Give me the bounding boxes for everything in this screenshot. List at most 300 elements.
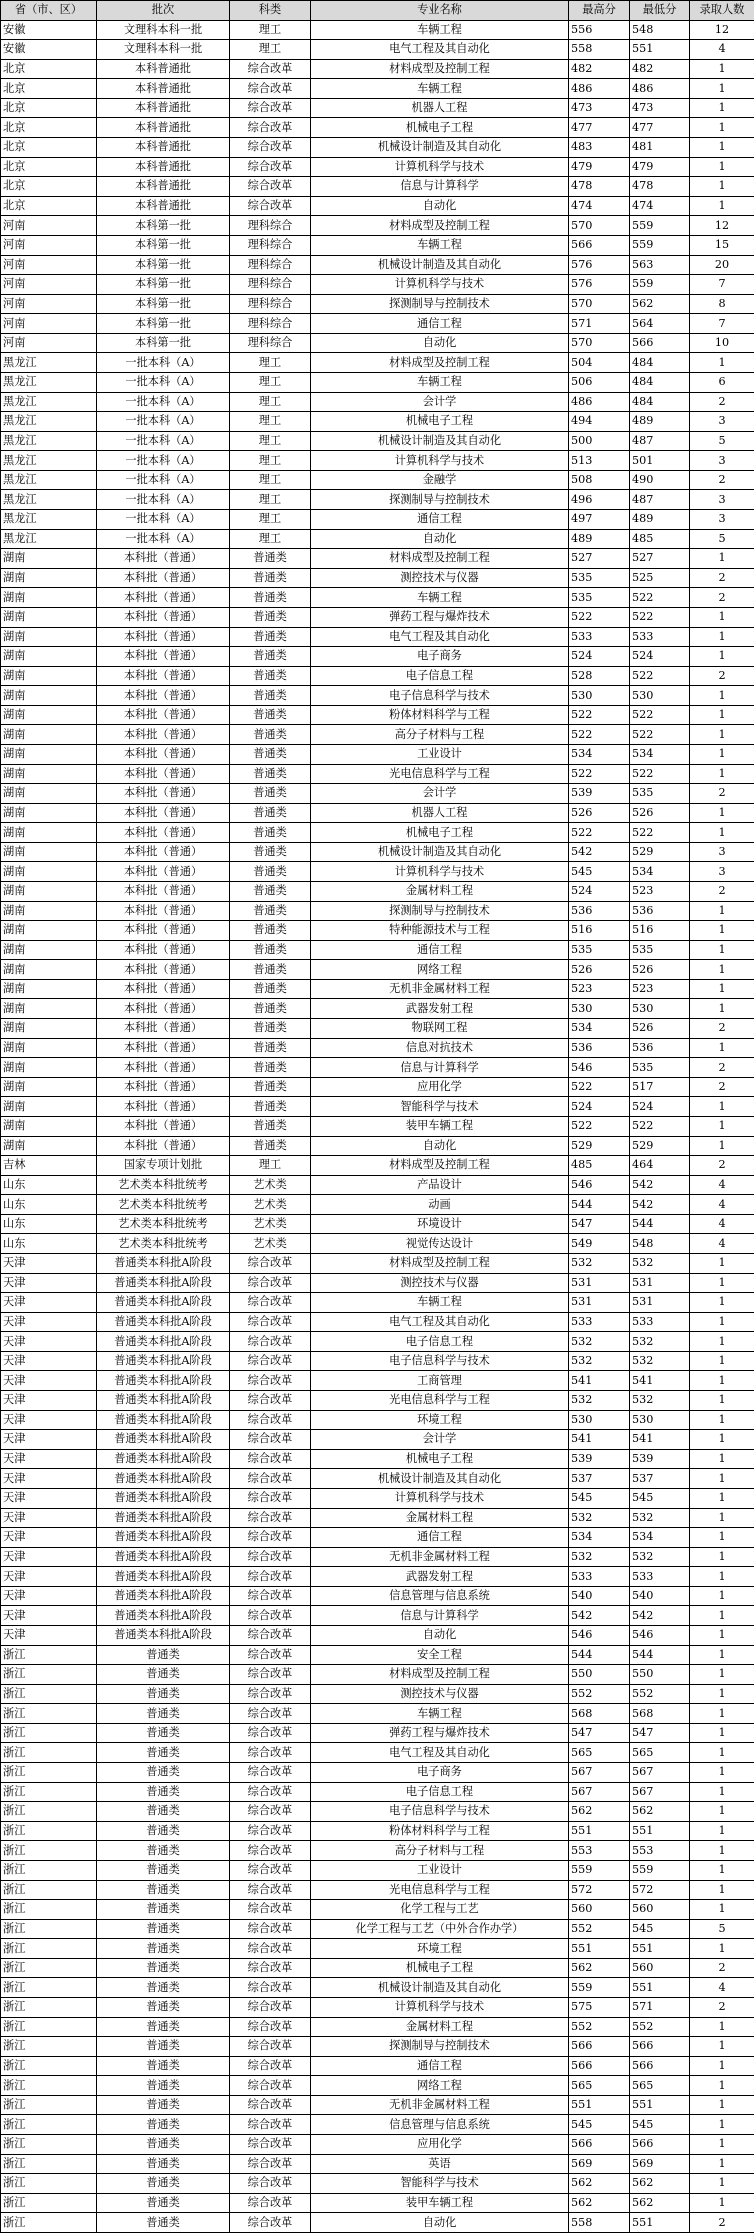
table-row	[1, 2095, 754, 2115]
cell-min-score: 516	[630, 921, 690, 941]
cell-category: 综合改革	[230, 1919, 311, 1939]
cell-admitted-count: 1	[690, 1665, 754, 1685]
cell-batch: 普通类本科批A阶段	[97, 1430, 230, 1450]
cell-province: 天津	[1, 1312, 97, 1332]
cell-category: 普通类	[230, 901, 311, 921]
cell-admitted-count: 3	[690, 451, 754, 471]
cell-max-score: 532	[569, 1351, 630, 1371]
cell-major: 信息与计算科学	[311, 1058, 569, 1078]
cell-admitted-count: 4	[690, 1195, 754, 1215]
cell-major: 车辆工程	[311, 79, 569, 99]
cell-major: 电气工程及其自动化	[311, 1312, 569, 1332]
table-row	[1, 1293, 754, 1313]
cell-province: 湖南	[1, 1077, 97, 1097]
cell-admitted-count: 1	[690, 705, 754, 725]
table-row	[1, 118, 754, 138]
cell-category: 综合改革	[230, 1802, 311, 1822]
cell-batch: 国家专项计划批	[97, 1156, 230, 1176]
cell-major: 测控技术与仪器	[311, 1273, 569, 1293]
cell-max-score: 542	[569, 1606, 630, 1626]
cell-min-score: 551	[630, 1821, 690, 1841]
cell-batch: 普通类本科批A阶段	[97, 1528, 230, 1548]
cell-category: 综合改革	[230, 1273, 311, 1293]
cell-batch: 本科第一批	[97, 333, 230, 353]
cell-province: 黑龙江	[1, 490, 97, 510]
cell-min-score: 539	[630, 1449, 690, 1469]
cell-batch: 本科批（普通）	[97, 1077, 230, 1097]
cell-major: 光电信息科学与工程	[311, 1880, 569, 1900]
cell-admitted-count: 1	[690, 1547, 754, 1567]
cell-min-score: 532	[630, 1391, 690, 1411]
cell-max-score: 542	[569, 842, 630, 862]
cell-min-score: 567	[630, 1763, 690, 1783]
cell-category: 综合改革	[230, 1254, 311, 1274]
cell-category: 普通类	[230, 999, 311, 1019]
cell-category: 普通类	[230, 1097, 311, 1117]
cell-batch: 一批本科（A）	[97, 353, 230, 373]
cell-max-score: 551	[569, 2095, 630, 2115]
cell-batch: 本科批（普通）	[97, 1058, 230, 1078]
table-row	[1, 1684, 754, 1704]
cell-province: 浙江	[1, 2037, 97, 2057]
cell-min-score: 522	[630, 666, 690, 686]
cell-category: 理工	[230, 470, 311, 490]
cell-admitted-count: 1	[690, 627, 754, 647]
table-row	[1, 1743, 754, 1763]
cell-min-score: 532	[630, 1254, 690, 1274]
cell-admitted-count: 4	[690, 40, 754, 60]
cell-batch: 本科第一批	[97, 294, 230, 314]
cell-category: 普通类	[230, 607, 311, 627]
cell-admitted-count: 1	[690, 1841, 754, 1861]
cell-category: 普通类	[230, 1019, 311, 1039]
cell-major: 机械设计制造及其自动化	[311, 1469, 569, 1489]
table-row	[1, 842, 754, 862]
cell-min-score: 545	[630, 1488, 690, 1508]
cell-admitted-count: 12	[690, 20, 754, 40]
cell-min-score: 523	[630, 979, 690, 999]
cell-admitted-count: 1	[690, 1684, 754, 1704]
table-row	[1, 1645, 754, 1665]
cell-batch: 普通类	[97, 1841, 230, 1861]
table-row	[1, 1019, 754, 1039]
cell-major: 信息管理与信息系统	[311, 1586, 569, 1606]
cell-province: 黑龙江	[1, 392, 97, 412]
table-row	[1, 20, 754, 40]
cell-admitted-count: 2	[690, 470, 754, 490]
cell-batch: 普通类	[97, 1939, 230, 1959]
cell-category: 综合改革	[230, 79, 311, 99]
cell-max-score: 482	[569, 59, 630, 79]
cell-max-score: 558	[569, 2213, 630, 2233]
table-row	[1, 1430, 754, 1450]
cell-batch: 本科批（普通）	[97, 725, 230, 745]
cell-province: 浙江	[1, 2154, 97, 2174]
cell-min-score: 479	[630, 157, 690, 177]
cell-category: 普通类	[230, 921, 311, 941]
cell-max-score: 552	[569, 1684, 630, 1704]
cell-max-score: 549	[569, 1234, 630, 1254]
cell-category: 普通类	[230, 823, 311, 843]
cell-major: 粉体材料科学与工程	[311, 705, 569, 725]
cell-province: 天津	[1, 1449, 97, 1469]
cell-min-score: 473	[630, 98, 690, 118]
cell-category: 综合改革	[230, 1880, 311, 1900]
cell-major: 英语	[311, 2154, 569, 2174]
cell-max-score: 479	[569, 157, 630, 177]
cell-major: 高分子材料与工程	[311, 1841, 569, 1861]
cell-batch: 本科普通批	[97, 196, 230, 216]
cell-category: 综合改革	[230, 1743, 311, 1763]
cell-category: 普通类	[230, 686, 311, 706]
cell-category: 综合改革	[230, 2095, 311, 2115]
table-row	[1, 2135, 754, 2155]
cell-major: 车辆工程	[311, 588, 569, 608]
cell-max-score: 552	[569, 1919, 630, 1939]
cell-admitted-count: 1	[690, 1528, 754, 1548]
table-row	[1, 921, 754, 941]
table-row	[1, 372, 754, 392]
cell-min-score: 486	[630, 79, 690, 99]
cell-max-score: 562	[569, 2174, 630, 2194]
cell-batch: 本科第一批	[97, 235, 230, 255]
cell-major: 物联网工程	[311, 1019, 569, 1039]
cell-admitted-count: 1	[690, 901, 754, 921]
cell-min-score: 552	[630, 1684, 690, 1704]
cell-province: 浙江	[1, 1939, 97, 1959]
cell-admitted-count: 2	[690, 882, 754, 902]
cell-batch: 本科批（普通）	[97, 647, 230, 667]
cell-min-score: 559	[630, 235, 690, 255]
table-row	[1, 294, 754, 314]
cell-min-score: 487	[630, 490, 690, 510]
cell-max-score: 552	[569, 2017, 630, 2037]
cell-province: 天津	[1, 1430, 97, 1450]
table-row	[1, 862, 754, 882]
cell-admitted-count: 1	[690, 1821, 754, 1841]
cell-major: 计算机科学与技术	[311, 862, 569, 882]
cell-admitted-count: 1	[690, 2095, 754, 2115]
cell-admitted-count: 3	[690, 842, 754, 862]
table-row	[1, 1391, 754, 1411]
cell-min-score: 533	[630, 1567, 690, 1587]
cell-admitted-count: 10	[690, 333, 754, 353]
cell-major: 电子商务	[311, 647, 569, 667]
cell-min-score: 531	[630, 1293, 690, 1313]
table-row	[1, 979, 754, 999]
cell-max-score: 536	[569, 1038, 630, 1058]
cell-max-score: 540	[569, 1586, 630, 1606]
cell-admitted-count: 1	[690, 2174, 754, 2194]
cell-batch: 普通类本科批A阶段	[97, 1606, 230, 1626]
cell-major: 计算机科学与技术	[311, 1997, 569, 2017]
cell-batch: 艺术类本科批统考	[97, 1195, 230, 1215]
cell-admitted-count: 1	[690, 1743, 754, 1763]
table-row	[1, 784, 754, 804]
cell-category: 综合改革	[230, 98, 311, 118]
cell-batch: 本科批（普通）	[97, 862, 230, 882]
cell-admitted-count: 2	[690, 784, 754, 804]
cell-major: 电子信息科学与技术	[311, 686, 569, 706]
cell-province: 湖南	[1, 882, 97, 902]
cell-max-score: 566	[569, 2056, 630, 2076]
table-row	[1, 1821, 754, 1841]
cell-province: 山东	[1, 1175, 97, 1195]
cell-max-score: 486	[569, 392, 630, 412]
cell-max-score: 526	[569, 803, 630, 823]
cell-admitted-count: 1	[690, 1645, 754, 1665]
cell-batch: 本科批（普通）	[97, 568, 230, 588]
cell-max-score: 516	[569, 921, 630, 941]
table-row	[1, 1234, 754, 1254]
cell-major: 化学工程与工艺	[311, 1900, 569, 1920]
cell-category: 综合改革	[230, 1900, 311, 1920]
cell-max-score: 550	[569, 1665, 630, 1685]
cell-max-score: 570	[569, 333, 630, 353]
cell-category: 普通类	[230, 1077, 311, 1097]
cell-admitted-count: 6	[690, 372, 754, 392]
header-batch: 批次	[97, 1, 230, 21]
cell-batch: 本科批（普通）	[97, 1136, 230, 1156]
cell-min-score: 546	[630, 1625, 690, 1645]
cell-province: 河南	[1, 294, 97, 314]
cell-province: 湖南	[1, 607, 97, 627]
cell-province: 河南	[1, 216, 97, 236]
cell-major: 电气工程及其自动化	[311, 40, 569, 60]
cell-category: 理科综合	[230, 314, 311, 334]
cell-admitted-count: 1	[690, 1723, 754, 1743]
cell-major: 计算机科学与技术	[311, 157, 569, 177]
cell-admitted-count: 15	[690, 235, 754, 255]
cell-max-score: 545	[569, 2115, 630, 2135]
cell-batch: 本科批（普通）	[97, 744, 230, 764]
cell-admitted-count: 1	[690, 1860, 754, 1880]
cell-batch: 本科普通批	[97, 79, 230, 99]
table-row	[1, 314, 754, 334]
cell-min-score: 532	[630, 1332, 690, 1352]
cell-category: 综合改革	[230, 1410, 311, 1430]
cell-province: 北京	[1, 98, 97, 118]
cell-min-score: 559	[630, 216, 690, 236]
cell-admitted-count: 1	[690, 2076, 754, 2096]
cell-max-score: 522	[569, 1116, 630, 1136]
cell-batch: 普通类本科批A阶段	[97, 1391, 230, 1411]
cell-category: 综合改革	[230, 2115, 311, 2135]
cell-admitted-count: 20	[690, 255, 754, 275]
cell-batch: 普通类	[97, 1997, 230, 2017]
cell-batch: 普通类	[97, 1763, 230, 1783]
cell-max-score: 535	[569, 588, 630, 608]
cell-batch: 本科批（普通）	[97, 921, 230, 941]
cell-max-score: 504	[569, 353, 630, 373]
table-row	[1, 1860, 754, 1880]
table-row	[1, 1058, 754, 1078]
cell-min-score: 551	[630, 40, 690, 60]
cell-admitted-count: 1	[690, 1273, 754, 1293]
cell-max-score: 528	[569, 666, 630, 686]
cell-max-score: 524	[569, 1097, 630, 1117]
cell-major: 通信工程	[311, 314, 569, 334]
cell-max-score: 486	[569, 79, 630, 99]
table-row	[1, 353, 754, 373]
table-row	[1, 647, 754, 667]
cell-major: 电气工程及其自动化	[311, 1743, 569, 1763]
cell-category: 理科综合	[230, 255, 311, 275]
cell-max-score: 474	[569, 196, 630, 216]
cell-province: 湖南	[1, 1058, 97, 1078]
cell-max-score: 485	[569, 1156, 630, 1176]
cell-min-score: 559	[630, 1860, 690, 1880]
cell-min-score: 565	[630, 2076, 690, 2096]
cell-admitted-count: 1	[690, 2154, 754, 2174]
cell-max-score: 565	[569, 1743, 630, 1763]
cell-category: 综合改革	[230, 2076, 311, 2096]
cell-max-score: 508	[569, 470, 630, 490]
cell-category: 普通类	[230, 764, 311, 784]
cell-min-score: 522	[630, 823, 690, 843]
cell-batch: 普通类	[97, 1978, 230, 1998]
cell-category: 理工	[230, 451, 311, 471]
cell-max-score: 546	[569, 1175, 630, 1195]
cell-min-score: 524	[630, 647, 690, 667]
cell-max-score: 570	[569, 294, 630, 314]
cell-major: 机械设计制造及其自动化	[311, 842, 569, 862]
cell-max-score: 523	[569, 979, 630, 999]
cell-province: 浙江	[1, 2056, 97, 2076]
cell-province: 天津	[1, 1293, 97, 1313]
cell-batch: 普通类	[97, 2056, 230, 2076]
cell-category: 普通类	[230, 803, 311, 823]
cell-category: 综合改革	[230, 2193, 311, 2213]
table-row	[1, 431, 754, 451]
cell-max-score: 522	[569, 764, 630, 784]
cell-admitted-count: 3	[690, 490, 754, 510]
cell-major: 通信工程	[311, 510, 569, 530]
cell-admitted-count: 2	[690, 392, 754, 412]
cell-major: 会计学	[311, 784, 569, 804]
cell-min-score: 545	[630, 2115, 690, 2135]
cell-major: 机械设计制造及其自动化	[311, 431, 569, 451]
cell-min-score: 550	[630, 1665, 690, 1685]
table-row	[1, 275, 754, 295]
cell-province: 浙江	[1, 2076, 97, 2096]
table-row	[1, 1782, 754, 1802]
cell-major: 机械设计制造及其自动化	[311, 138, 569, 158]
cell-category: 艺术类	[230, 1195, 311, 1215]
cell-min-score: 553	[630, 1841, 690, 1861]
cell-category: 综合改革	[230, 1958, 311, 1978]
cell-min-score: 542	[630, 1606, 690, 1626]
cell-admitted-count: 1	[690, 607, 754, 627]
table-row	[1, 1625, 754, 1645]
cell-province: 河南	[1, 275, 97, 295]
cell-max-score: 544	[569, 1645, 630, 1665]
table-row	[1, 2056, 754, 2076]
cell-category: 综合改革	[230, 1449, 311, 1469]
cell-batch: 普通类本科批A阶段	[97, 1410, 230, 1430]
cell-admitted-count: 1	[690, 2115, 754, 2135]
cell-province: 浙江	[1, 1782, 97, 1802]
table-row	[1, 1606, 754, 1626]
cell-province: 河南	[1, 255, 97, 275]
cell-batch: 本科普通批	[97, 138, 230, 158]
cell-category: 艺术类	[230, 1214, 311, 1234]
cell-admitted-count: 1	[690, 196, 754, 216]
cell-admitted-count: 2	[690, 1156, 754, 1176]
table-row	[1, 412, 754, 432]
cell-province: 黑龙江	[1, 470, 97, 490]
cell-max-score: 533	[569, 1567, 630, 1587]
cell-category: 普通类	[230, 1038, 311, 1058]
cell-min-score: 562	[630, 2174, 690, 2194]
cell-category: 理工	[230, 20, 311, 40]
cell-admitted-count: 4	[690, 1978, 754, 1998]
cell-admitted-count: 2	[690, 1997, 754, 2017]
cell-admitted-count: 1	[690, 1038, 754, 1058]
cell-max-score: 531	[569, 1293, 630, 1313]
cell-max-score: 530	[569, 999, 630, 1019]
cell-province: 湖南	[1, 666, 97, 686]
cell-min-score: 541	[630, 1430, 690, 1450]
cell-admitted-count: 3	[690, 510, 754, 530]
table-row	[1, 392, 754, 412]
cell-admitted-count: 1	[690, 1880, 754, 1900]
cell-batch: 一批本科（A）	[97, 451, 230, 471]
cell-category: 普通类	[230, 940, 311, 960]
cell-category: 综合改革	[230, 1606, 311, 1626]
cell-batch: 普通类	[97, 1802, 230, 1822]
table-row	[1, 216, 754, 236]
cell-major: 应用化学	[311, 2135, 569, 2155]
cell-batch: 本科普通批	[97, 59, 230, 79]
cell-batch: 本科第一批	[97, 255, 230, 275]
cell-admitted-count: 5	[690, 529, 754, 549]
cell-category: 综合改革	[230, 1586, 311, 1606]
cell-province: 浙江	[1, 1665, 97, 1685]
cell-max-score: 541	[569, 1430, 630, 1450]
cell-admitted-count: 1	[690, 118, 754, 138]
cell-max-score: 568	[569, 1704, 630, 1724]
cell-min-score: 522	[630, 705, 690, 725]
cell-admitted-count: 1	[690, 1625, 754, 1645]
cell-batch: 普通类	[97, 2037, 230, 2057]
table-row	[1, 2213, 754, 2233]
cell-admitted-count: 3	[690, 862, 754, 882]
cell-province: 浙江	[1, 2174, 97, 2194]
cell-major: 机器人工程	[311, 98, 569, 118]
cell-category: 普通类	[230, 882, 311, 902]
cell-province: 湖南	[1, 588, 97, 608]
table-row	[1, 1038, 754, 1058]
cell-province: 黑龙江	[1, 451, 97, 471]
cell-province: 天津	[1, 1508, 97, 1528]
table-row	[1, 1175, 754, 1195]
cell-province: 湖南	[1, 940, 97, 960]
cell-admitted-count: 1	[690, 1449, 754, 1469]
cell-major: 自动化	[311, 1136, 569, 1156]
cell-major: 无机非金属材料工程	[311, 1547, 569, 1567]
cell-province: 浙江	[1, 2095, 97, 2115]
cell-admitted-count: 1	[690, 1606, 754, 1626]
cell-min-score: 545	[630, 1919, 690, 1939]
cell-major: 机械电子工程	[311, 118, 569, 138]
cell-category: 理工	[230, 431, 311, 451]
cell-batch: 普通类	[97, 1860, 230, 1880]
cell-major: 环境工程	[311, 1939, 569, 1959]
cell-category: 普通类	[230, 725, 311, 745]
cell-min-score: 517	[630, 1077, 690, 1097]
cell-admitted-count: 1	[690, 1351, 754, 1371]
